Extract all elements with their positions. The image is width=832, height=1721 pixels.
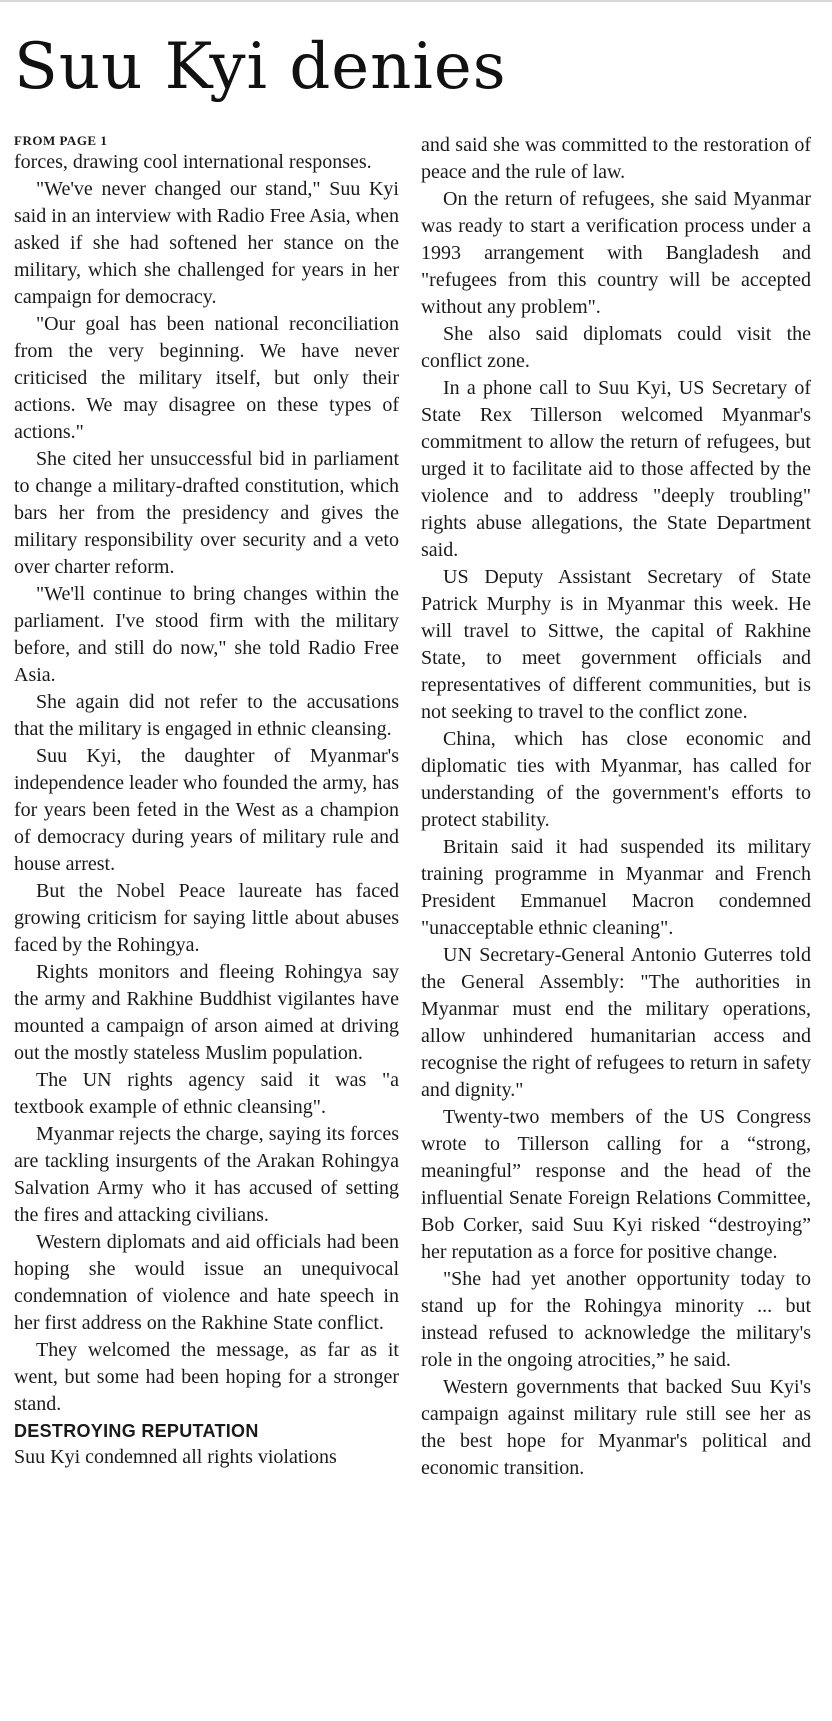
paragraph: Twenty-two members of the US Congress wrote to Tillerson calling for a “strong, meaningful” response and the head of the influential Senate Foreign Relations Committee, Bob Corker, said Suu Kyi risked “destroying” her reputation as a force for positive change. — [421, 1106, 811, 1263]
paragraph: But the Nobel Peace laureate has faced growing criticism for saying little about abuses faced by the Rohingya. — [14, 880, 399, 956]
paragraph: On the return of refugees, she said Myanmar was ready to start a verification process under a 1993 arrangement with Bangladesh and "refugees from this country will be accepted without any problem". — [421, 188, 811, 318]
paragraph: She cited her unsuccessful bid in parliament to change a military-drafted constitution, which bars her from the presidency and gives the military responsibility over security and a veto over charter reform. — [14, 448, 399, 578]
paragraph: "We'll continue to bring changes within the parliament. I've stood firm with the military before, and still do now," she told Radio Free Asia. — [14, 583, 399, 686]
paragraph: Western diplomats and aid officials had been hoping she would issue an unequivocal condemnation of violence and hate speech in her first address on the Rakhine State conflict. — [14, 1231, 399, 1334]
left-column — [14, 134, 399, 1471]
paragraph: Suu Kyi, the daughter of Myanmar's independence leader who founded the army, has for years been feted in the West as a champion of democracy during years of military rule and house arrest. — [14, 745, 399, 875]
paragraph: Myanmar rejects the charge, saying its forces are tackling insurgents of the Arakan Rohingya Salvation Army who it has accused of setting the fires and attacking civilians. — [14, 1123, 399, 1226]
paragraph: "She had yet another opportunity today to stand up for the Rohingya minority ... but instead refused to acknowledge the military's role in the ongoing atrocities,” he said. — [421, 1268, 811, 1371]
paragraph: Rights monitors and fleeing Rohingya say the army and Rakhine Buddhist vigilantes have mounted a campaign of arson aimed at driving out the mostly stateless Muslim population. — [14, 961, 399, 1064]
paragraph: Suu Kyi condemned all rights violations — [14, 1446, 337, 1468]
paragraph: UN Secretary-General Antonio Guterres told the General Assembly: "The authorities in Myanmar must end the military operations, allow unhindered humanitarian access and recognise the right of refugees to return in safety and dignity." — [421, 944, 811, 1101]
paragraph: In a phone call to Suu Kyi, US Secretary of State Rex Tillerson welcomed Myanmar's commitment to allow the return of refugees, but urged it to facilitate aid to those affected by the violence and to address "deeply troubling" rights abuse allegations, the State Department said. — [421, 377, 811, 561]
paragraph: "Our goal has been national reconciliation from the very beginning. We have never criticised the military itself, but only their actions. We may disagree on these types of actions." — [14, 313, 399, 443]
paragraph: China, which has close economic and diplomatic ties with Myanmar, has called for understanding of the government's efforts to protect stability. — [421, 728, 811, 831]
paragraph: The UN rights agency said it was "a textbook example of ethnic cleansing". — [14, 1069, 399, 1118]
right-column — [421, 132, 811, 1482]
paragraph: "We've never changed our stand," Suu Kyi said in an interview with Radio Free Asia, when asked if she had softened her stance on the military, which she challenged for years in her campaign for democracy. — [14, 178, 399, 308]
paragraph: forces, drawing cool international responses. — [14, 151, 372, 173]
paragraph: US Deputy Assistant Secretary of State Patrick Murphy is in Myanmar this week. He will travel to Sittwe, the capital of Rakhine State, to meet government officials and representatives of different communities, but is not seeking to travel to the conflict zone. — [421, 566, 811, 723]
paragraph: She also said diplomats could visit the conflict zone. — [421, 323, 811, 372]
paragraph: Britain said it had suspended its military training programme in Myanmar and French President Emmanuel Macron condemned "unacceptable ethnic cleaning". — [421, 836, 811, 939]
continuation-kicker: FROM PAGE 1 — [14, 133, 108, 148]
top-divider — [0, 0, 832, 2]
paragraph: She again did not refer to the accusations that the military is engaged in ethnic cleansing. — [14, 691, 399, 740]
headline: Suu Kyi denies — [14, 30, 507, 104]
paragraph: Western governments that backed Suu Kyi's campaign against military rule still see her as the best hope for Myanmar's political and economic transition. — [421, 1376, 811, 1479]
section-subheading: DESTROYING REPUTATION — [14, 1421, 259, 1441]
paragraph: and said she was committed to the restoration of peace and the rule of law. — [421, 134, 811, 183]
paragraph: They welcomed the message, as far as it went, but some had been hoping for a stronger stand. — [14, 1339, 399, 1415]
